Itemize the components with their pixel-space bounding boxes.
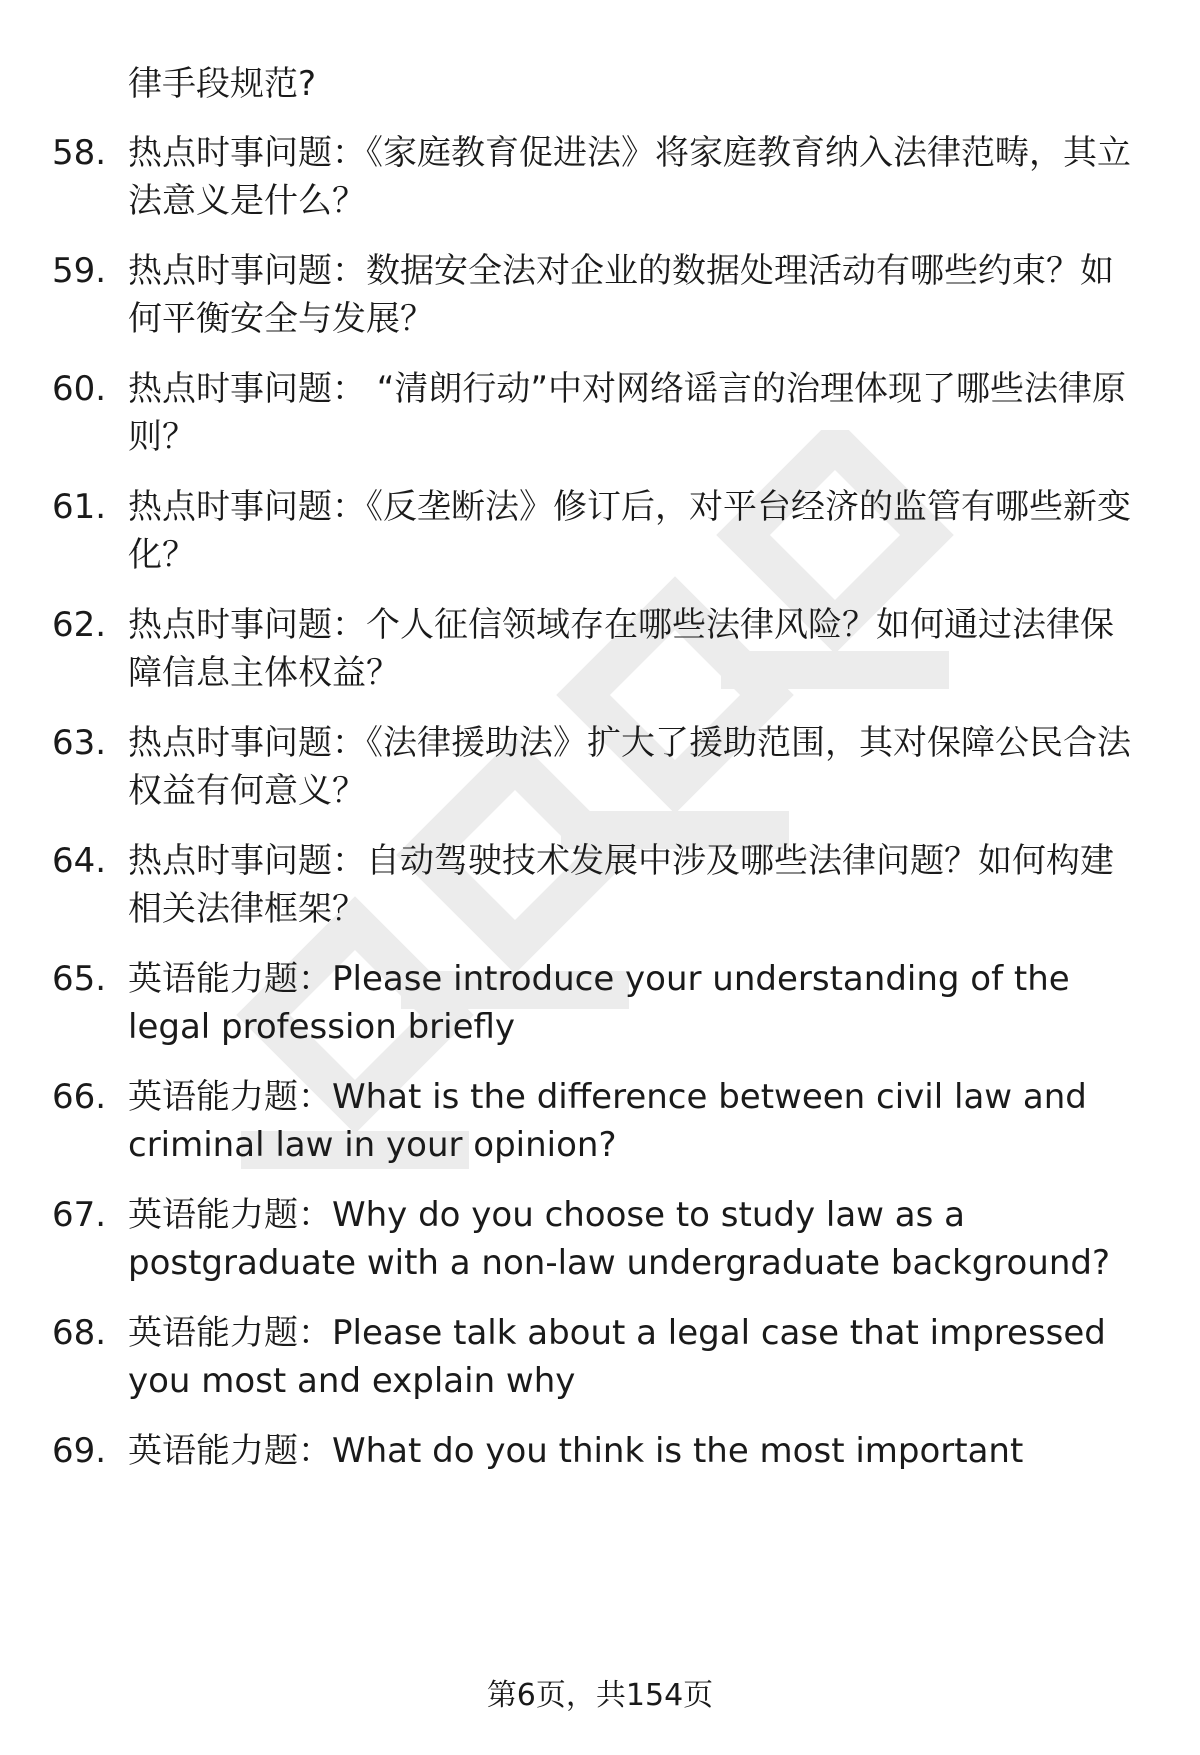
question-text: 英语能力题：Why do you choose to study law as a postgraduate with a non-law undergraduate background? <box>128 1195 1111 1283</box>
question-text: 热点时事问题：个人征信领域存在哪些法律风险？如何通过法律保障信息主体权益？ <box>128 605 1114 693</box>
question-text: 英语能力题：Please talk about a legal case that impressed you most and explain why <box>128 1313 1106 1401</box>
question-number: 59. <box>52 251 107 291</box>
question-number: 58. <box>52 133 107 173</box>
question-text: 热点时事问题：数据安全法对企业的数据处理活动有哪些约束？如何平衡安全与发展？ <box>128 251 1114 339</box>
question-text: 热点时事问题：《反垄断法》修订后，对平台经济的监管有哪些新变化？ <box>128 487 1131 575</box>
question-text: 英语能力题：Please introduce your understanding of the legal profession briefly <box>128 959 1070 1047</box>
question-text: 热点时事问题：自动驾驶技术发展中涉及哪些法律问题？如何构建相关法律框架？ <box>128 841 1114 929</box>
question-text: 英语能力题：What is the difference between civil law and criminal law in your opinion? <box>128 1077 1087 1165</box>
question-text: 英语能力题：What do you think is the most important <box>128 1431 1024 1471</box>
question-number: 69. <box>52 1431 107 1471</box>
question-number: 64. <box>52 841 107 881</box>
question-text: 热点时事问题：《法律援助法》扩大了援助范围，其对保障公民合法权益有何意义？ <box>128 723 1131 811</box>
question-text: 热点时事问题： “清朗行动”中对网络谣言的治理体现了哪些法律原则？ <box>128 369 1127 457</box>
question-number: 63. <box>52 723 107 763</box>
question-number: 66. <box>52 1077 107 1117</box>
question-number: 60. <box>52 369 107 409</box>
question-number: 65. <box>52 959 107 999</box>
question-number: 68. <box>52 1313 107 1353</box>
continuation-text: 律手段规范? <box>128 64 317 104</box>
page-footer: 第6页，共154页 <box>486 1678 714 1713</box>
question-number: 61. <box>52 487 107 527</box>
question-text: 热点时事问题：《家庭教育促进法》将家庭教育纳入法律范畴，其立法意义是什么？ <box>128 133 1131 221</box>
question-number: 67. <box>52 1195 107 1235</box>
question-number: 62. <box>52 605 107 645</box>
